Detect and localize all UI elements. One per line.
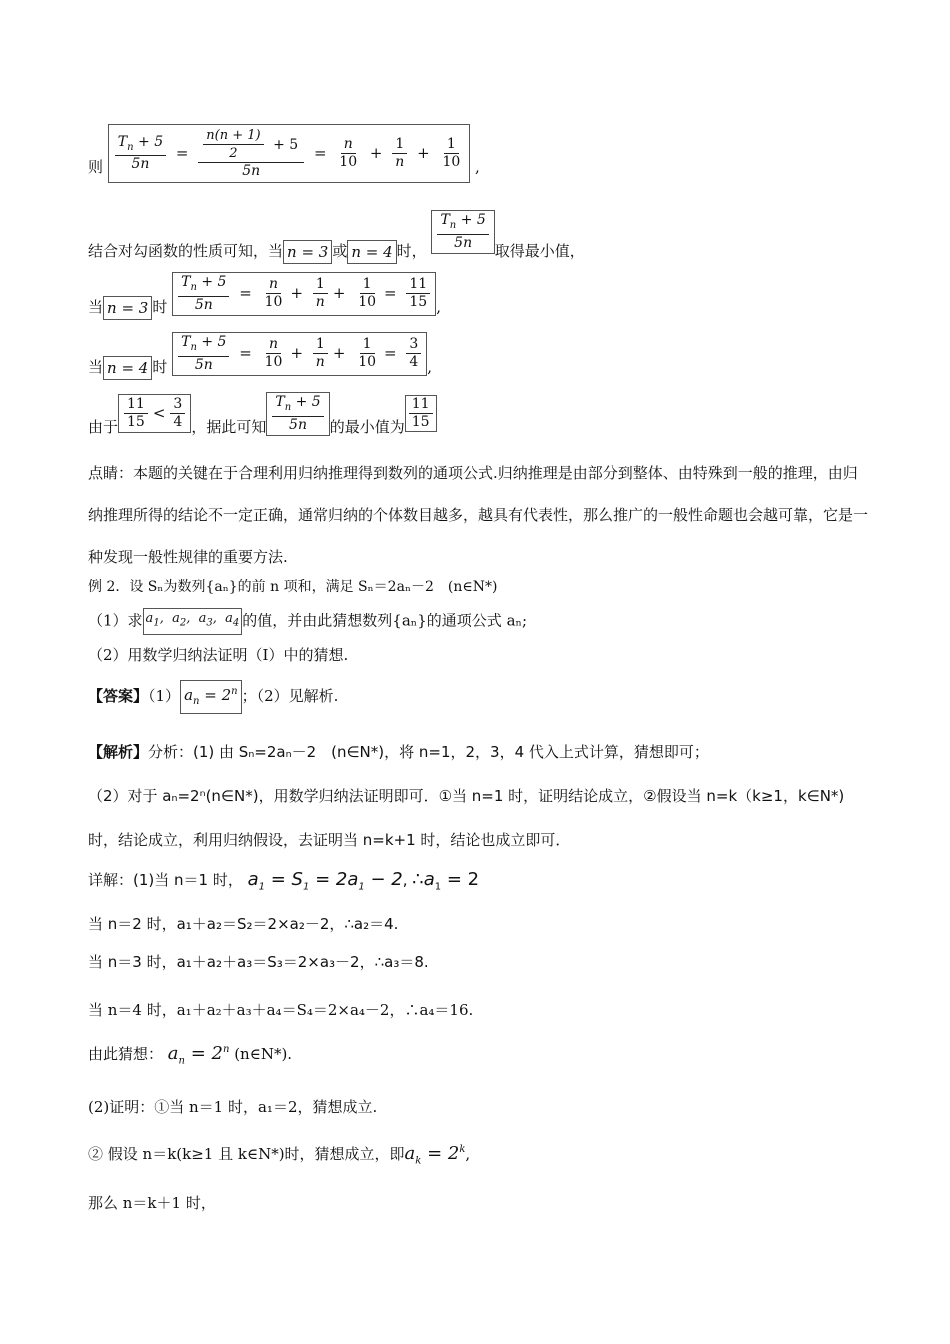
- analysis-line-1: [88, 742, 709, 762]
- formula-n-eq-3: n = 3: [283, 240, 332, 264]
- detail-line-2: 当 n＝2 时，a₁＋a₂＝S₂＝2×a₂－2，∴a₂＝4.: [88, 915, 399, 933]
- formula-n-eq-3: n = 3: [103, 296, 152, 320]
- analysis-line-2: （2）对于 aₙ=2ⁿ(n∈N*)，用数学归纳法证明即可．①当 n=1 时，证明结论成立，②假设当 n=k（k≥1，k∈N*): [88, 787, 845, 805]
- text: 或: [332, 241, 348, 260]
- analysis-line-3: 时，结论成立，利用归纳假设，去证明当 n=k+1 时，结论也成立即可．: [88, 831, 571, 849]
- note-paragraph: 点睛：本题的关键在于合理利用归纳推理得到数列的通项公式.归纳推理是由部分到整体、由特殊到一般的推理，由归纳推理所得的结论不一定正确，通常归纳的个体数目越多，越具有代表性，那么推广的一般性命题也会越可靠，它是一种发现一般性规律的重要方法.: [88, 464, 869, 566]
- detail-line-5: [88, 1040, 292, 1072]
- formula-a1-a4: $a_1$, $a_2$, $a_3$, $a_4$: [143, 608, 243, 635]
- text-line-5: [88, 392, 437, 436]
- comma: ,: [436, 297, 441, 316]
- text: ② 假设 n＝k(k≥1 且 k∈N*)时，猜想成立，即: [88, 1145, 405, 1163]
- question-1: [88, 608, 527, 635]
- formula-n-eq-4: n = 4: [347, 240, 396, 264]
- detail-line-1: 详解：(1)当 n＝1 时， $a_1 = S_1 = 2a_1 - 2$, $\therefore a_1 = 2$: [88, 869, 480, 893]
- text: （1）求: [88, 611, 143, 630]
- text: ，据此可知: [191, 417, 267, 436]
- text: 时: [152, 357, 168, 376]
- example-2: 例 2．设 Sₙ为数列{aₙ}的前 n 项和，满足 Sₙ＝2aₙ－2 (n∈N*): [88, 579, 498, 595]
- formula-tn-frac: $\frac{T_n + 5}{5n}$: [266, 392, 329, 436]
- formula-value-n4: $\frac{T_n + 5}{5n}$ = $\frac{n}{10}$ + $\frac{1}{n}$ + $\frac{1}{10}$ = $\frac{3}{4}$: [172, 332, 427, 376]
- analysis-label: 【解析】: [88, 743, 149, 761]
- text: 时，: [396, 241, 427, 260]
- answer-line: [88, 680, 338, 714]
- text: 取得最小值，: [494, 241, 585, 260]
- formula-compare: $\frac{11}{15}$ < $\frac{3}{4}$: [118, 394, 191, 433]
- text: 时: [152, 297, 168, 316]
- detail-line-4: 当 n＝4 时，a₁＋a₂＋a₃＋a₄＝S₄＝2×a₄－2，∴a₄＝16.: [88, 1001, 474, 1019]
- text: 的最小值为: [329, 417, 405, 436]
- formula-ak-eq-2k: $a_k = 2^k$: [404, 1143, 466, 1167]
- formula-line-1: [88, 124, 480, 183]
- text: （1）: [148, 687, 181, 705]
- text-ze: 则: [88, 157, 104, 176]
- text: 由此猜想：: [88, 1045, 164, 1063]
- formula-tn-expression: $\frac{T_n + 5}{5n}$ = $\frac{n(n + 1)}{2}$ + 5 5n = $\frac{n}{10}$ + $\frac{1}{n}$ + $\frac{1}{10}$: [108, 124, 470, 183]
- formula-a1-eq-2: $\therefore a_1 = 2$: [412, 869, 480, 893]
- comma: ,: [475, 157, 480, 176]
- detail-line-6: (2)证明：①当 n＝1 时，a₁＝2，猜想成立.: [88, 1098, 378, 1116]
- text-line-4: [88, 332, 432, 376]
- formula-a1: $a_1 = S_1 = 2a_1 - 2$: [247, 869, 403, 893]
- text-line-2: [88, 210, 585, 261]
- text: 分析：(1) 由 Sₙ=2aₙ－2 (n∈N*)，将 n=1，2，3，4 代入上式计算，猜想即可；: [148, 743, 709, 761]
- text: 的值，并由此猜想数列{aₙ}的通项公式 aₙ;: [242, 611, 528, 630]
- text: ；（2）见解析.: [241, 687, 339, 705]
- detail-line-8: 那么 n＝k＋1 时，: [88, 1194, 216, 1212]
- text: ,: [465, 1145, 471, 1163]
- formula-an-eq-2n: $a_n = 2^n$: [180, 680, 242, 714]
- text-line-3: [88, 272, 441, 316]
- question-2: （2）用数学归纳法证明（Ⅰ）中的猜想.: [88, 646, 349, 664]
- text: (n∈N*).: [234, 1045, 293, 1063]
- text: 当: [88, 357, 104, 376]
- text: 当: [88, 297, 104, 316]
- formula-tn-frac: $\frac{T_n + 5}{5n}$: [431, 210, 494, 254]
- answer-label: 【答案】: [88, 687, 149, 705]
- comma: ,: [427, 357, 433, 376]
- text: 由于: [88, 417, 119, 436]
- detail-line-7: [88, 1140, 470, 1172]
- formula-min-value: $\frac{11}{15}$: [405, 395, 437, 432]
- formula-n-eq-4: n = 4: [103, 356, 152, 380]
- formula-an-eq-2n: $a_n = 2^n$: [167, 1043, 230, 1067]
- formula-value-n3: $\frac{T_n + 5}{5n}$ = $\frac{n}{10}$ + $\frac{1}{n}$ + $\frac{1}{10}$ = $\frac{11}{15}$: [172, 272, 436, 316]
- detail-line-3: 当 n＝3 时，a₁＋a₂＋a₃＝S₃＝2×a₃－2，∴a₃＝8.: [88, 953, 429, 971]
- text: 结合对勾函数的性质可知，当: [88, 241, 284, 260]
- text: 详解：(1)当 n＝1 时，: [88, 871, 243, 889]
